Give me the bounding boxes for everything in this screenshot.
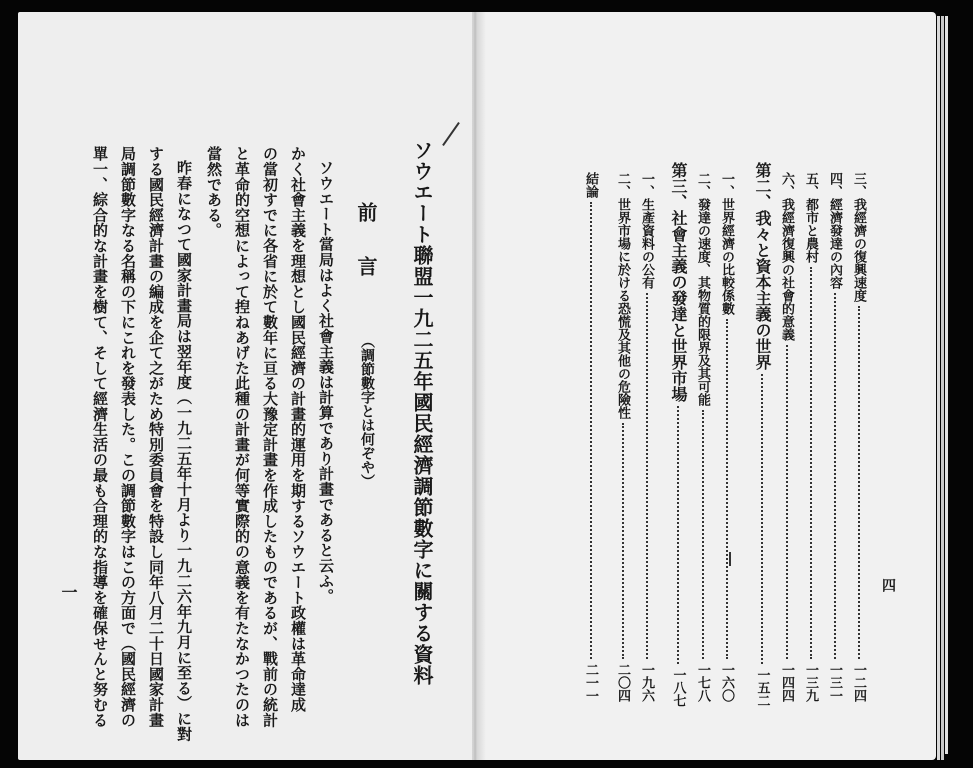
toc-entry <box>780 172 793 702</box>
paragraph-line: と革命的空想によって揑ねあげた此種の計畫が何等實際的の意義を有たなかつたのは <box>233 146 251 728</box>
toc-entry-page: 一六〇 <box>719 663 734 702</box>
paragraph-line: 單一、綜合的な計畫を樹て、そして經濟生活の最も合理的な指導を確保せんと努むる <box>91 146 109 728</box>
paragraph-line: 局調節數字なる名稱の下にこれを發表した。この調節數字はこの方面で（國民經濟の <box>119 146 137 728</box>
toc-part-entry <box>754 162 770 707</box>
toc-entry-label: 一、世界經濟の比較係數 <box>719 172 734 315</box>
toc-entry-label: 二、世界市場に於ける恐慌及其他の危險性 <box>615 172 630 419</box>
toc-entry-label: 結論 <box>583 172 598 198</box>
toc-entry-label: 第二、我々と資本主義の世界 <box>753 162 772 370</box>
toc-entry-label: 第三、社會主義の發達と世界市場 <box>669 162 688 402</box>
toc-entry-label: 四、經濟發達の內容 <box>827 172 842 289</box>
toc-part-entry <box>670 162 686 707</box>
page-number: 四 <box>880 578 896 592</box>
toc-entry <box>828 172 841 702</box>
preface-subtitle: （調節數字とは何ぞや） <box>359 334 375 488</box>
toc-entry-label: 三、我經濟の復興速度 <box>851 172 866 302</box>
toc-dot-leader <box>786 345 788 659</box>
toc-entry <box>640 172 653 702</box>
page-number: 一 <box>59 584 78 600</box>
toc-entry <box>804 172 817 702</box>
toc-entry <box>852 172 865 702</box>
toc-entry <box>584 172 597 702</box>
toc-dot-leader <box>761 374 763 664</box>
document-title: ソウエート聯盟一九二五年國民經濟調節數字に關する資料 <box>410 140 434 686</box>
toc-dot-leader <box>590 202 592 659</box>
paragraph-line: 昨春になつて國家計畫局は翌年度（一九二五年十月より一九二六年九月に至る）に對 <box>175 160 193 742</box>
toc-dot-leader <box>622 423 624 659</box>
toc-dot-leader <box>858 306 860 659</box>
toc-entry-page: 一四四 <box>779 663 794 702</box>
preface-heading: 前言 <box>354 202 378 310</box>
paragraph-line: する國民經濟計畫の編成を企て之がため特別委員會を特設し同年八月二十日國家計畫 <box>147 146 165 728</box>
toc-entry <box>696 172 709 702</box>
toc-entry-label: 五、都市と農村 <box>803 172 818 263</box>
ink-mark <box>729 552 731 566</box>
toc-dot-leader <box>834 293 836 659</box>
right-page <box>474 12 936 760</box>
paragraph-line: 當然である。 <box>205 146 223 238</box>
page-edge <box>945 16 948 754</box>
toc-entry-page: 一八七 <box>670 668 686 707</box>
toc-entry-page: 二一一 <box>583 663 598 702</box>
toc-entry-page: 一二四 <box>851 663 866 702</box>
toc-dot-leader <box>810 267 812 659</box>
toc-entry-page: 一三一 <box>827 663 842 702</box>
toc-entry-page: 一九六 <box>639 663 654 702</box>
toc-entry-label: 一、生產資料の公有 <box>639 172 654 289</box>
toc-dot-leader <box>702 410 704 659</box>
toc-entry-page: 一三九 <box>803 663 818 702</box>
toc-entry <box>616 172 629 702</box>
toc-dot-leader <box>646 293 648 659</box>
toc-entry-page: 一五二 <box>754 668 770 707</box>
toc-dot-leader <box>677 406 679 664</box>
toc-entry-page: 二〇四 <box>615 663 630 702</box>
toc-entry <box>720 172 733 702</box>
toc-entry-label: 六、我經濟復興の社會的意義 <box>779 172 794 341</box>
book-spread <box>18 12 940 762</box>
left-page <box>18 12 472 760</box>
toc-entry-label: 二、發達の速度、其物質的限界及其可能 <box>695 172 710 406</box>
paragraph-line: ソウエート當局はよく社會主義は計算であり計畫であると云ふ。 <box>317 160 335 604</box>
page-edge <box>941 16 944 760</box>
toc-entry-page: 一七八 <box>695 663 710 702</box>
toc-dot-leader <box>726 319 728 659</box>
paragraph-line: かく社會主義を理想とし國民經濟の計畫的運用を期するソウエート政權は革命達成 <box>289 146 307 713</box>
paragraph-line: の當初すでに各省に於て數年に亘る大豫定計畫を作成したものであるが、戰前の統計 <box>261 146 279 728</box>
ink-mark <box>442 122 460 146</box>
page-edge <box>937 16 940 760</box>
